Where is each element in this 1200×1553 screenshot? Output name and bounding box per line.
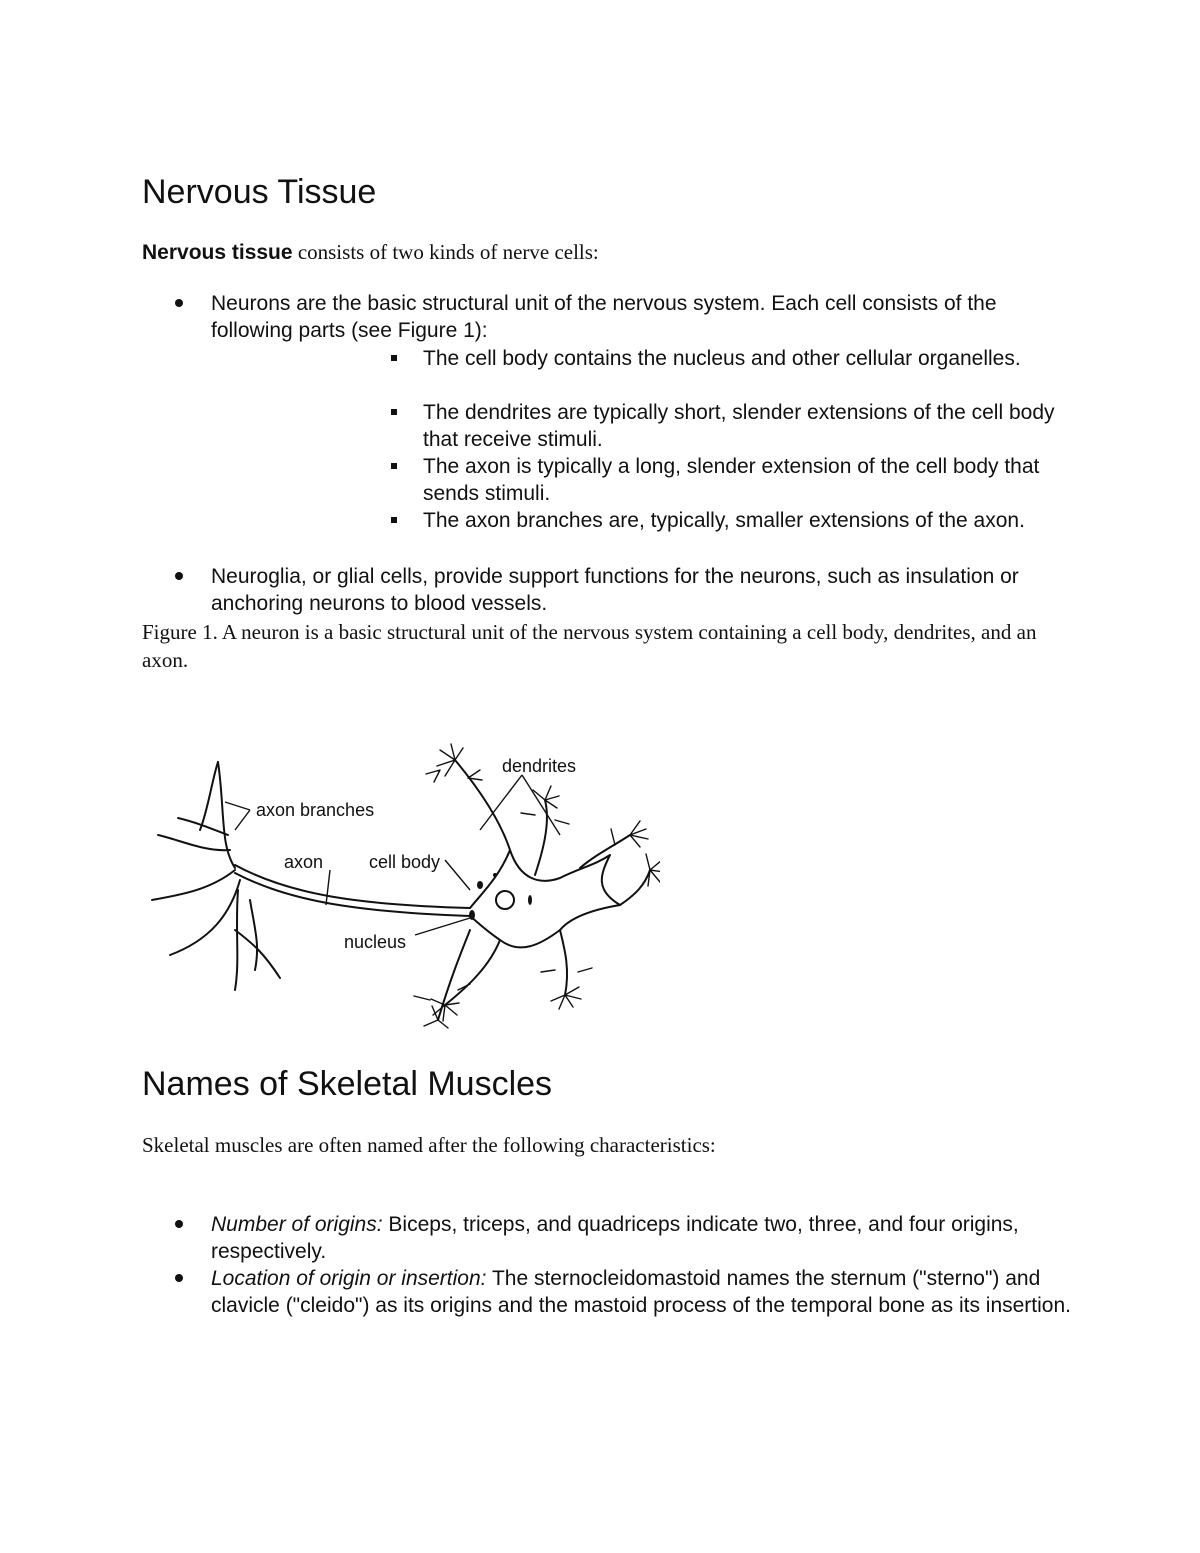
section-title-skeletal-muscles: Names of Skeletal Muscles — [142, 1065, 553, 1103]
neuron-diagram — [140, 740, 660, 1040]
bullet-dot — [175, 1220, 183, 1228]
label-axon: axon — [284, 852, 324, 872]
sub-bullet-square — [391, 355, 397, 361]
nucleus-circle — [496, 891, 514, 909]
axon-branch — [250, 900, 257, 970]
axon-branch — [200, 762, 218, 830]
bullet-dot — [175, 572, 183, 580]
axon-branch — [170, 880, 240, 955]
section-title-nervous-tissue: Nervous Tissue — [142, 173, 377, 211]
axon-branch — [235, 890, 238, 990]
bullet-dot — [175, 1274, 183, 1282]
sub-bullet-axon-branches: The axon branches are, typically, smaller extensions of the axon. — [423, 509, 1025, 532]
sub-bullet-square — [391, 463, 397, 469]
bullet-body: The sternocleidomastoid names the sternum ("sterno") and clavicle ("cleido") as its origins and the mastoid process of the temporal bone as its insertion. — [211, 1267, 1071, 1317]
cell-body-outline — [470, 850, 620, 947]
intro-paragraph — [142, 238, 1102, 267]
intro-text: consists of two kinds of nerve cells: — [292, 240, 599, 264]
label-dendrites: dendrites — [502, 756, 577, 776]
dendrite — [580, 835, 630, 868]
dendrite — [560, 930, 567, 995]
sub-bullet-cell-body: The cell body contains the nucleus and other cellular organelles. — [423, 347, 1021, 370]
intro-bold-term: Nervous tissue — [142, 241, 293, 264]
axon-branch — [158, 835, 230, 850]
figure-caption: Figure 1. A neuron is a basic structural unit of the nervous system containing a cell body, dendrites, and an axon. — [142, 620, 1037, 672]
axon-branch — [218, 762, 235, 868]
sub-bullet-square — [391, 517, 397, 523]
bullet-label: Location of origin or insertion: — [211, 1267, 487, 1290]
axon-branch — [152, 870, 235, 900]
dendrite — [620, 870, 650, 905]
bullet-neurons: Neurons are the basic structural unit of the nervous system. Each cell consists of the following parts (see Figure 1): — [211, 292, 997, 342]
dendrite-tufts — [414, 744, 660, 1028]
bullet-neuroglia: Neuroglia, or glial cells, provide support functions for the neurons, such as insulation or anchoring neurons to blood vessels. — [211, 565, 1019, 615]
sub-bullet-square — [391, 409, 397, 415]
axon-line-lower — [235, 873, 470, 916]
sub-bullet-axon: The axon is typically a long, slender extension of the cell body that sends stimuli. — [423, 455, 1040, 505]
label-cell-body: cell body — [369, 852, 441, 872]
bullet-dot — [175, 299, 183, 307]
bullet-label: Number of origins: — [211, 1213, 383, 1236]
organelles — [469, 873, 532, 920]
bullet-body: Biceps, triceps, and quadriceps indicate two, three, and four origins, respectively. — [211, 1213, 1019, 1263]
section2-intro: Skeletal muscles are often named after the following characteristics: — [142, 1133, 716, 1157]
bullet-number-of-origins — [211, 1211, 1071, 1265]
label-axon-branches: axon branches — [256, 800, 375, 820]
label-nucleus: nucleus — [344, 932, 407, 952]
sub-bullet-dendrites: The dendrites are typically short, slender extensions of the cell body that receive stimuli. — [423, 401, 1055, 451]
bullet-location-of-origin — [211, 1265, 1071, 1319]
